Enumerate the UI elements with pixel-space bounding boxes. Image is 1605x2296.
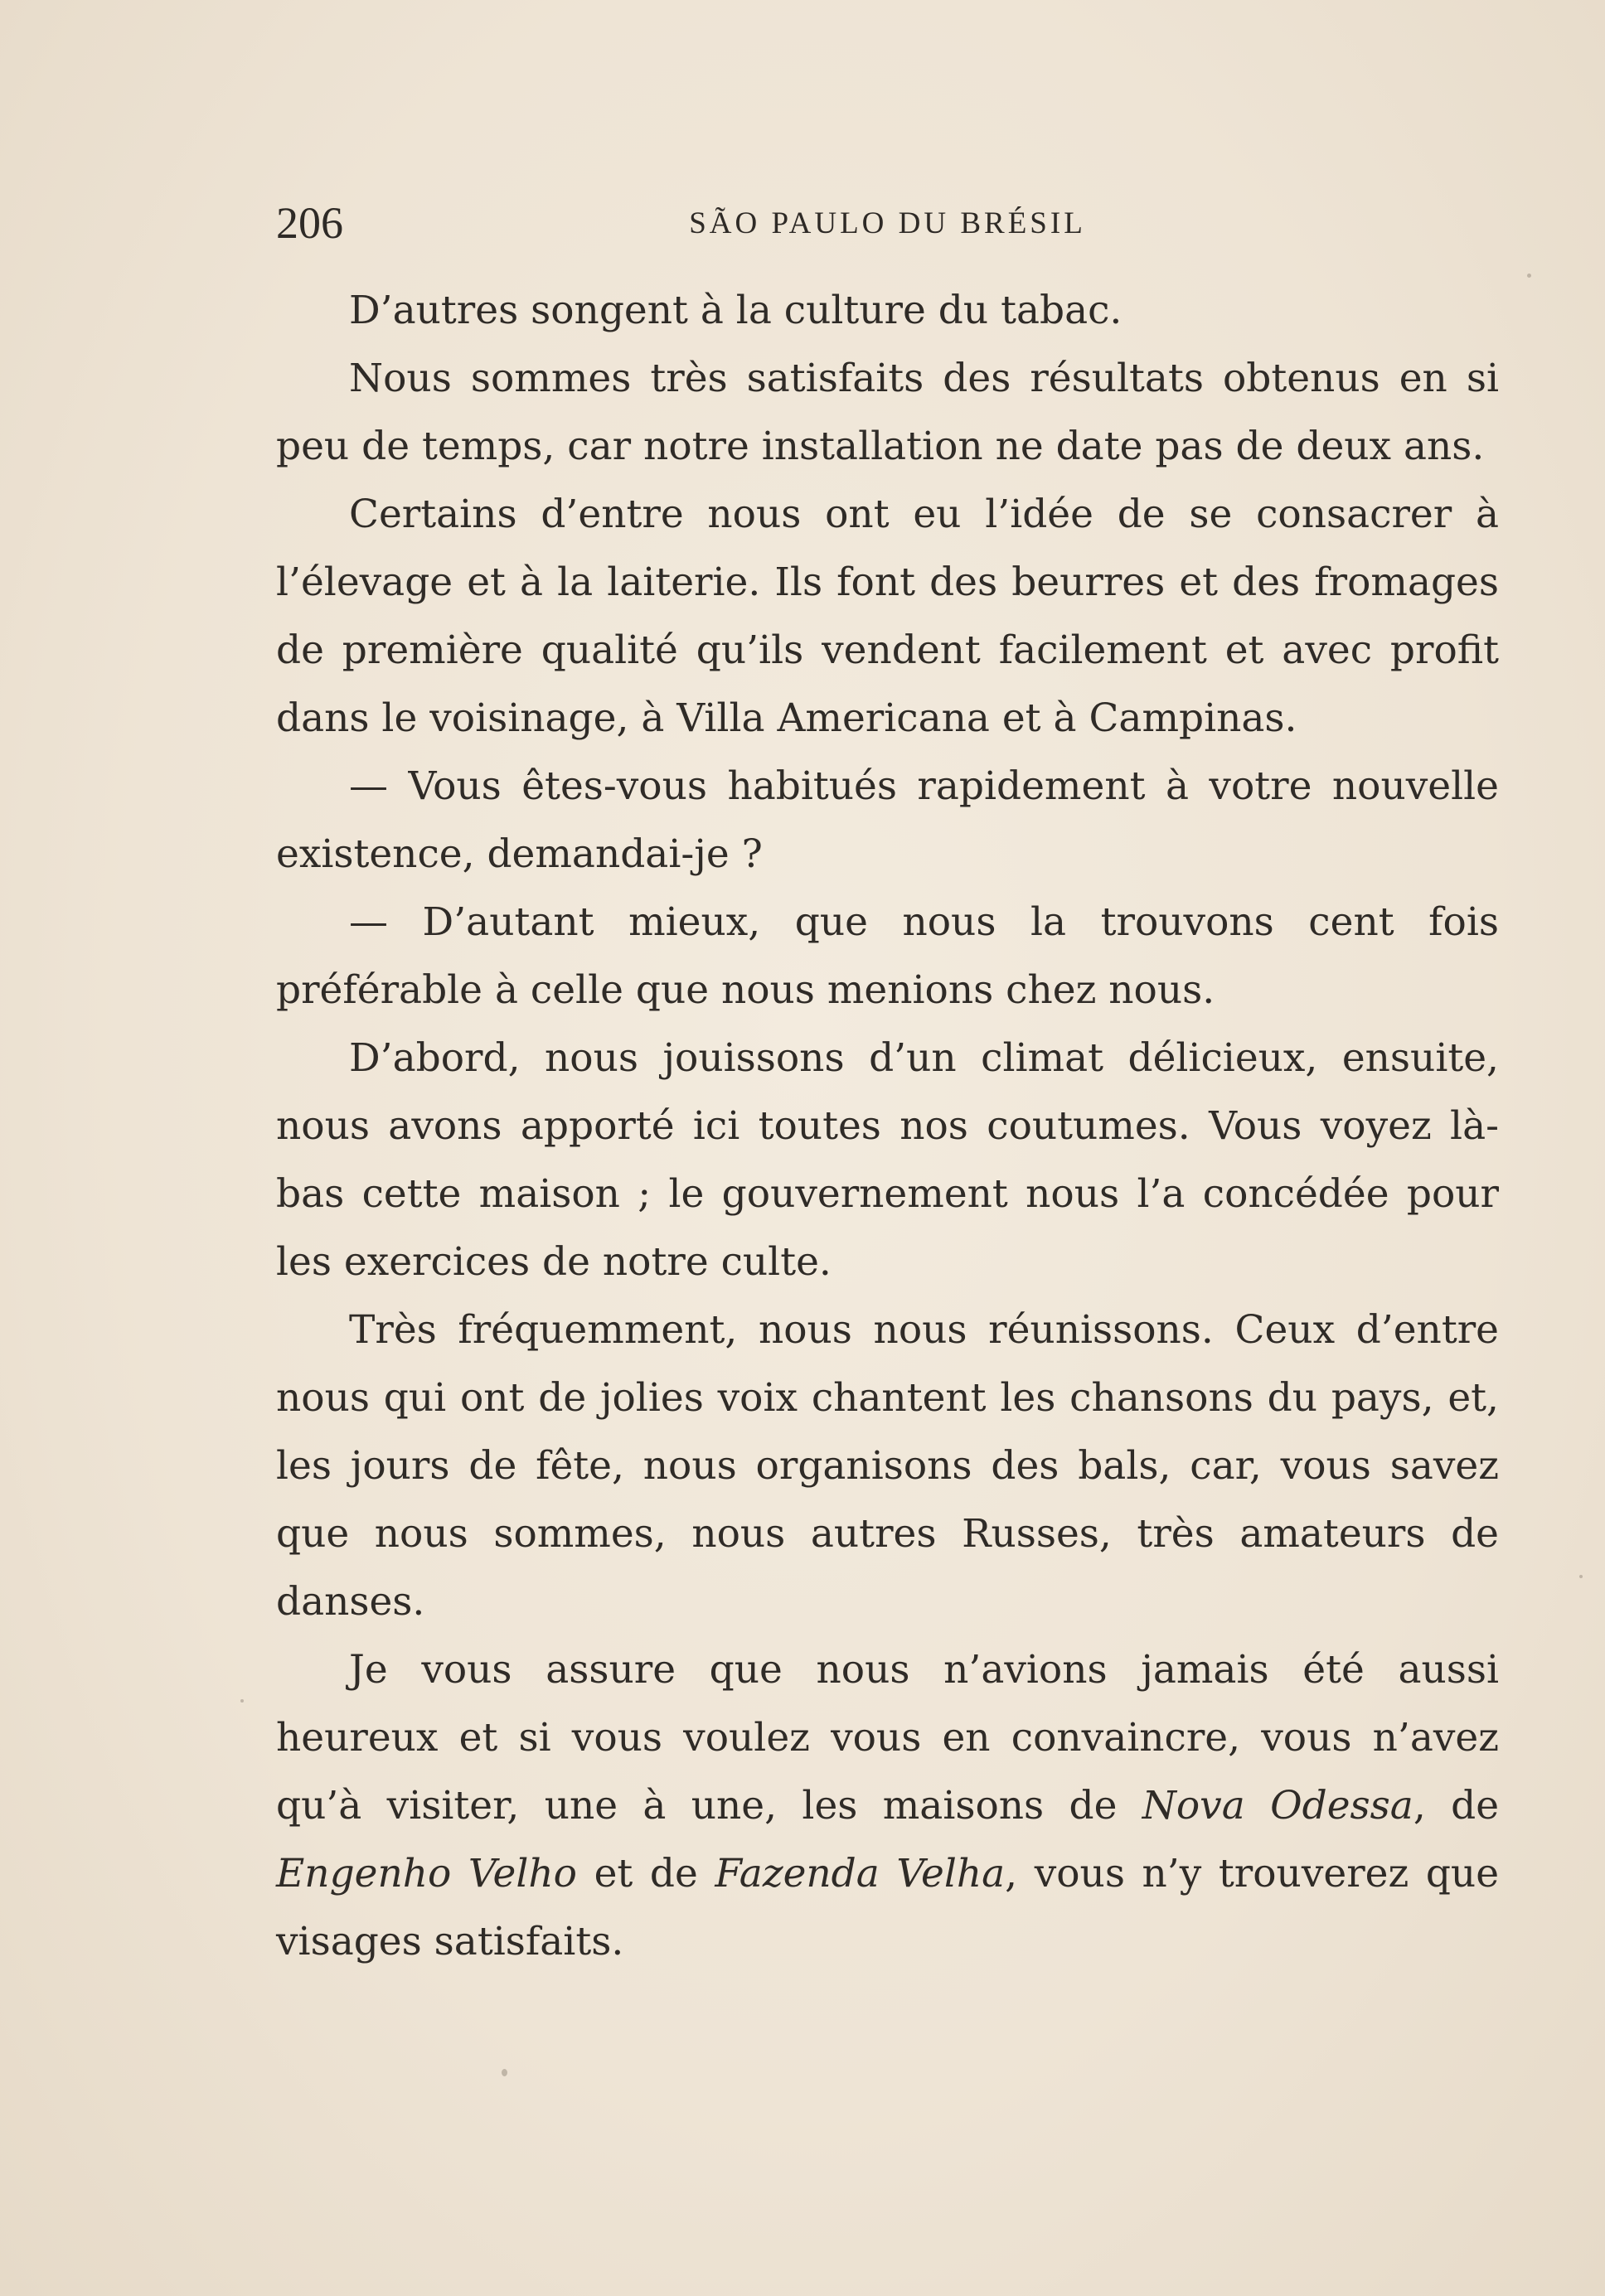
text-run: Je vous assure que nous n’avions jamais été aussi heureux et si vous voulez vous en convaincre, vous n’avez qu’à visiter, une à une, les maisons de	[276, 1647, 1499, 1829]
paragraph: D’autres songent à la culture du tabac.	[349, 288, 1123, 333]
paragraph: Très fréquemment, nous nous réunissons. Ceux d’entre nous qui ont de jolies voix chantent les chansons du pays, et, les jours de fête, nous organisons des bals, car, vous savez que nous sommes, nous autres Russes, très amateurs de danses.	[276, 1307, 1499, 1625]
paragraph-dialogue: — Vous êtes-vous habitués rapidement à votre nouvelle existence, demandai-je ?	[276, 763, 1499, 877]
paragraph: D’abord, nous jouissons d’un climat délicieux, ensuite, nous avons apporté ici toutes nos coutumes. Vous voyez là-bas cette maison ; le gouvernement nous l’a concédée pour les exercices de notre culte.	[276, 1035, 1499, 1285]
paper-speck	[502, 2069, 507, 2076]
paper-speck	[240, 1699, 244, 1703]
paper-speck	[1579, 1575, 1583, 1578]
body-text	[276, 277, 1499, 1976]
running-title: SÃO PAULO DU BRÉSIL	[689, 206, 1086, 240]
text-run: , vous n’y trouverez que visages satisfaits.	[276, 1851, 1500, 1964]
text-run: et de	[576, 1851, 715, 1896]
paragraph: Certains d’entre nous ont eu l’idée de se consacrer à l’élevage et à la laiterie. Ils font des beurres et des fromages de première qualité qu’ils vendent facilement et avec profit dans le voisinage, à Villa Americana et à Campinas.	[276, 492, 1499, 741]
text-run: , de	[1413, 1783, 1500, 1829]
place-name-italic: Nova Odessa	[1142, 1783, 1413, 1829]
page-header	[276, 194, 1499, 252]
paragraph-dialogue: — D’autant mieux, que nous la trouvons cent fois préférable à celle que nous menions chez nous.	[276, 899, 1499, 1013]
place-name-italic: Fazenda Velha	[715, 1851, 1006, 1896]
paragraph-final	[276, 1636, 1499, 1976]
paragraph: Nous sommes très satisfaits des résultats obtenus en si peu de temps, car notre installation ne date pas de deux ans.	[276, 356, 1499, 469]
paper-speck	[1527, 274, 1531, 278]
page-number: 206	[276, 198, 343, 248]
place-name-italic: Engenho Velho	[276, 1851, 577, 1896]
